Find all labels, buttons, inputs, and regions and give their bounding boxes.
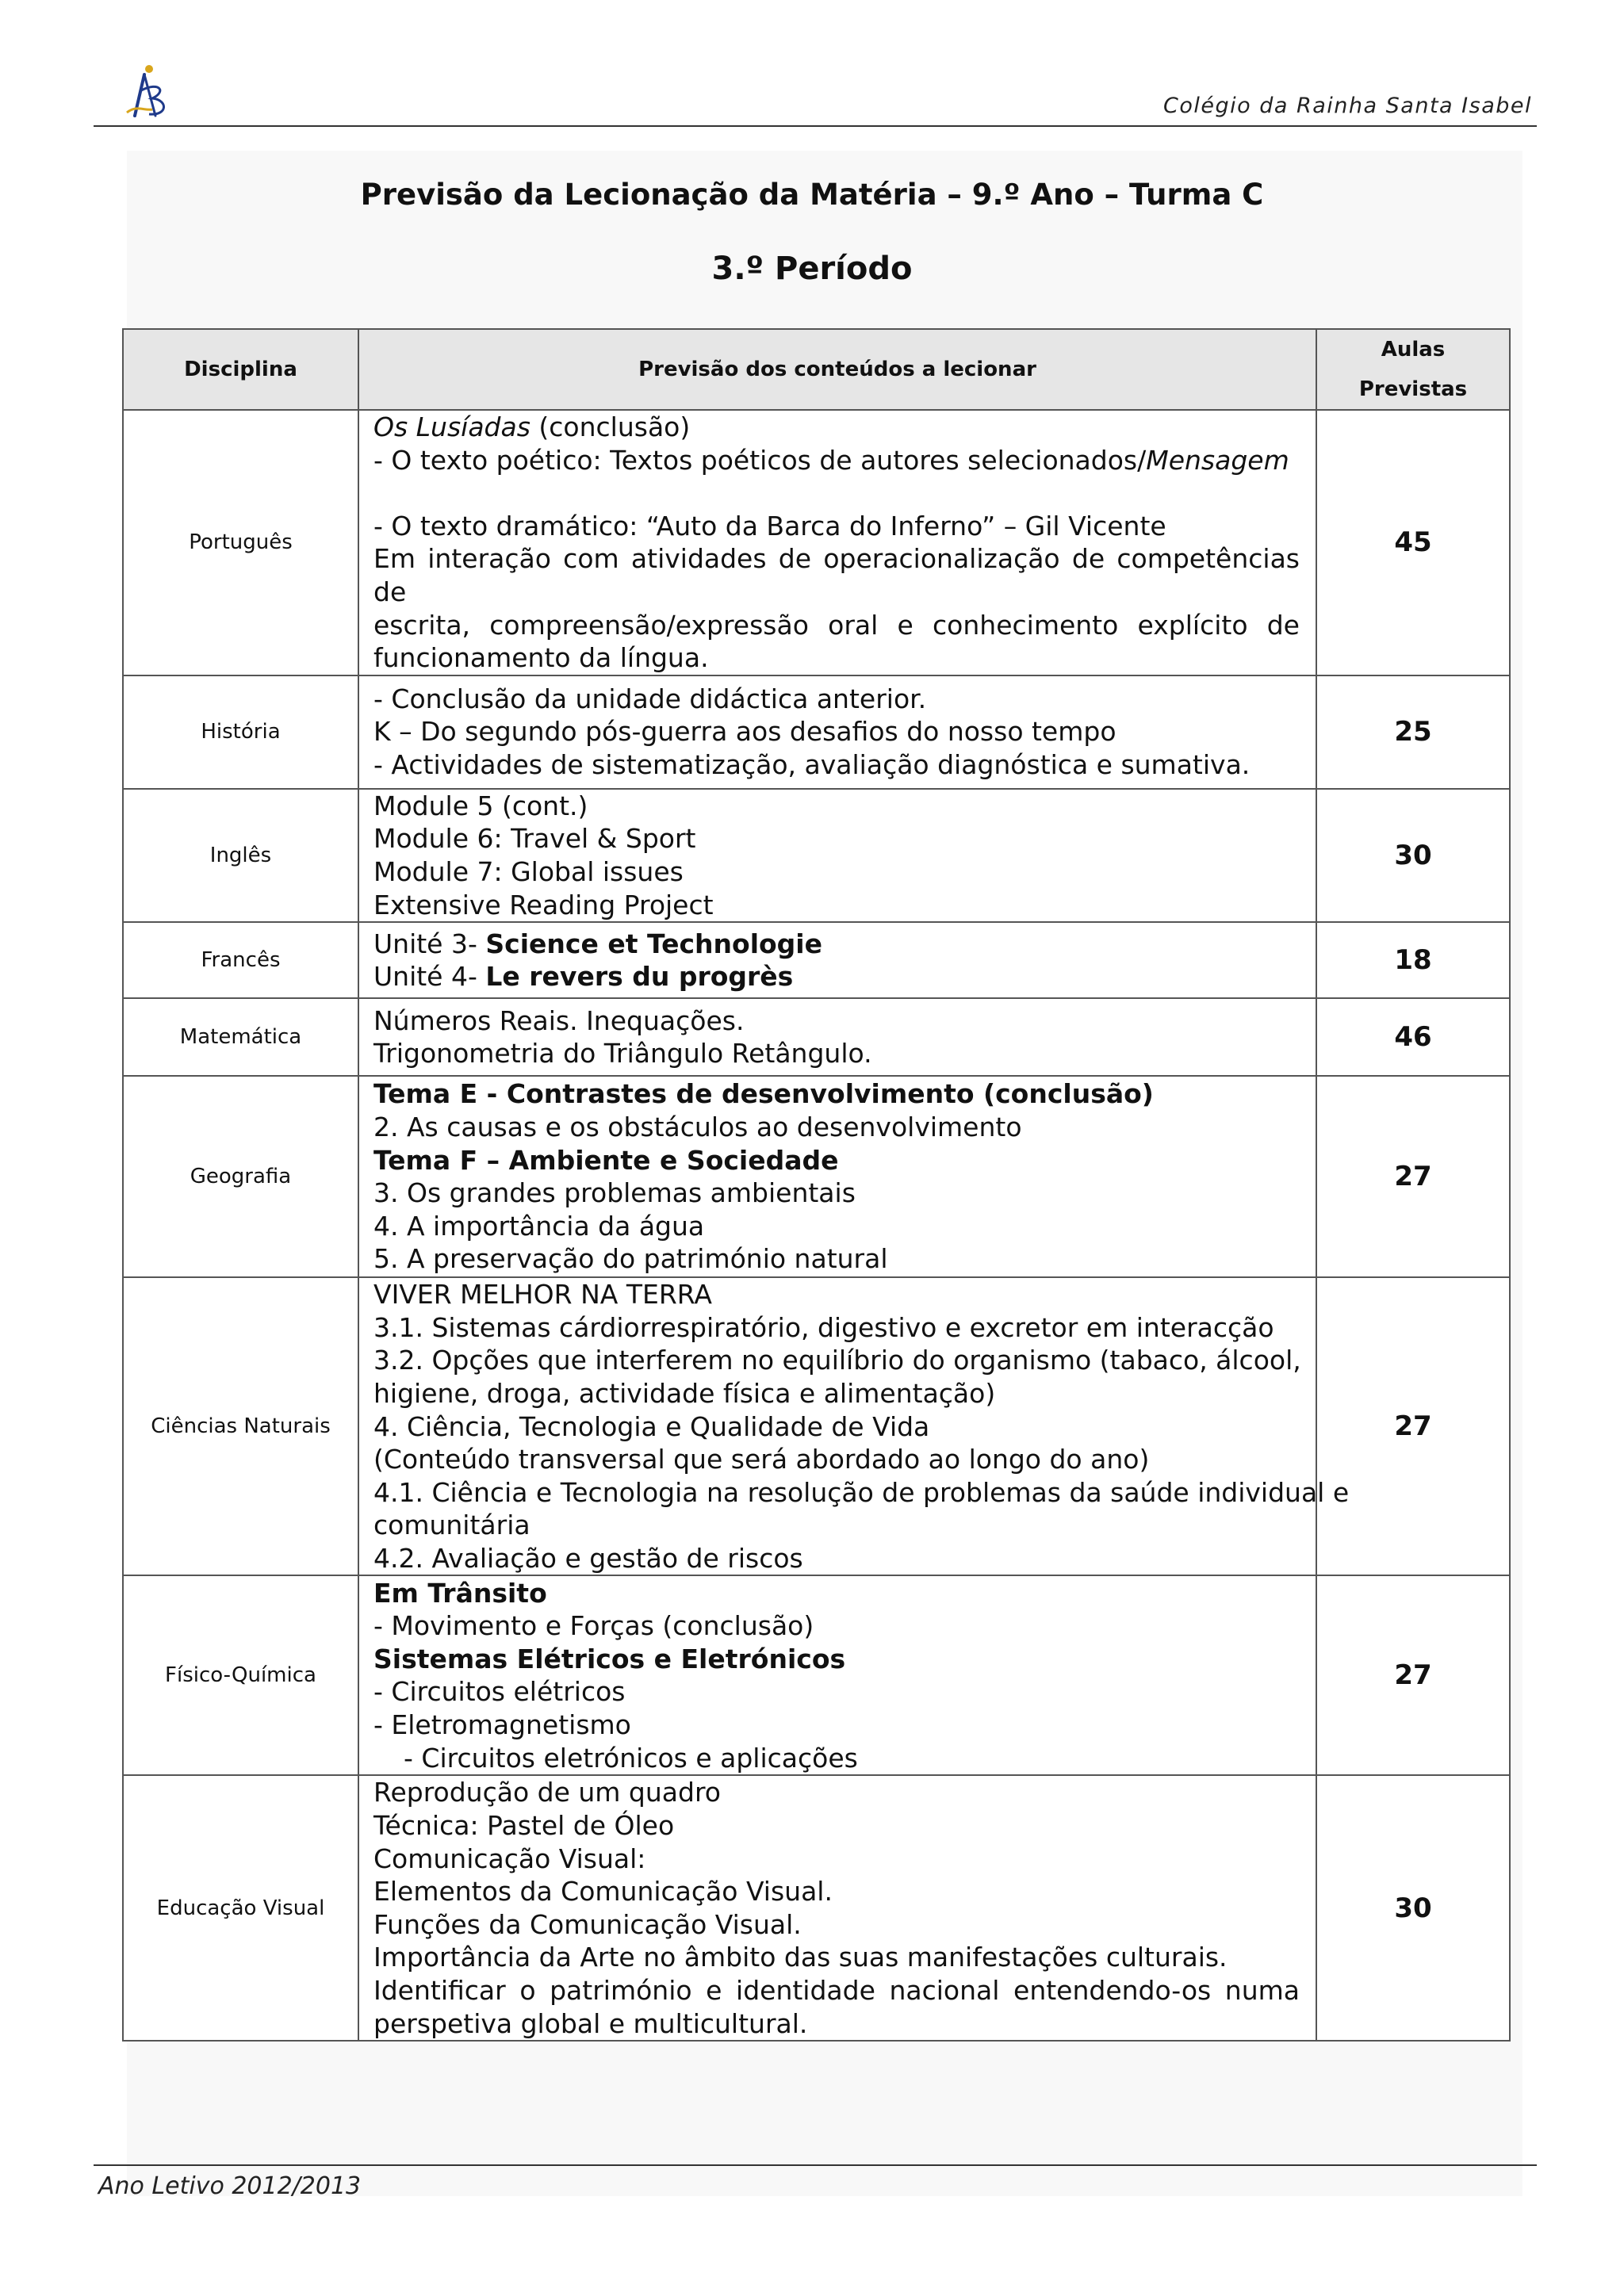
content-cell bbox=[358, 998, 1316, 1076]
content-line: perspetiva global e multicultural. bbox=[373, 2007, 808, 2039]
content-line: 5. A preservação do património natural bbox=[373, 1243, 888, 1275]
table-row-fisico-quimica bbox=[123, 1575, 1510, 1775]
subject-cell: Francês bbox=[123, 922, 358, 998]
subject-cell: Educação Visual bbox=[123, 1775, 358, 2041]
header-lessons-line2: Previstas bbox=[1358, 377, 1468, 401]
blank-line bbox=[373, 476, 1300, 510]
table-row-educacao-visual bbox=[123, 1775, 1510, 2041]
table-row-frances bbox=[123, 922, 1510, 998]
content-text: - O texto poético: Textos poéticos de autores selecionados/ bbox=[373, 444, 1147, 476]
subject-cell: Ciências Naturais bbox=[123, 1277, 358, 1575]
content-line: Números Reais. Inequações. bbox=[373, 1004, 745, 1036]
content-line bbox=[373, 960, 1300, 993]
content-line: Elementos da Comunicação Visual. bbox=[373, 1876, 833, 1908]
header-lessons bbox=[1316, 329, 1510, 410]
subject-cell: Português bbox=[123, 410, 358, 675]
content-cell bbox=[358, 1575, 1316, 1775]
content-line: 4. A importância da água bbox=[373, 1210, 705, 1242]
lessons-cell: 25 bbox=[1316, 675, 1510, 789]
content-line: comunitária bbox=[373, 1510, 530, 1541]
theme-heading: Tema F – Ambiente e Sociedade bbox=[373, 1144, 839, 1176]
content-line: escrita, compreensão/expressão oral e conhecimento explícito de bbox=[373, 609, 1300, 641]
table-row-portugues bbox=[123, 410, 1510, 675]
content-line: - Conclusão da unidade didáctica anterior. bbox=[373, 683, 927, 714]
lessons-cell: 30 bbox=[1316, 1775, 1510, 2041]
subject-cell: Físico-Química bbox=[123, 1575, 358, 1775]
content-line: 3. Os grandes problemas ambientais bbox=[373, 1177, 856, 1209]
content-line bbox=[373, 444, 1300, 477]
content-line: Identificar o património e identidade nacional entendendo-os numa bbox=[373, 1975, 1300, 2007]
header-subject: Disciplina bbox=[123, 329, 358, 410]
header-lessons-line1: Aulas bbox=[1381, 338, 1446, 362]
content-cell bbox=[358, 1775, 1316, 2041]
period-title: 3.º Período bbox=[711, 251, 913, 287]
school-name: Colégio da Rainha Santa Isabel bbox=[1163, 94, 1532, 118]
table-header-row bbox=[123, 329, 1510, 410]
theme-heading: Sistemas Elétricos e Eletrónicos bbox=[373, 1643, 846, 1674]
content-line: - Circuitos eletrónicos e aplicações bbox=[404, 1742, 858, 1774]
school-logo-icon bbox=[121, 63, 176, 121]
subject-cell: História bbox=[123, 675, 358, 789]
content-line: - Circuitos elétricos bbox=[373, 1676, 626, 1708]
table-row-ciencias-naturais bbox=[123, 1277, 1510, 1575]
content-line: 4. Ciência, Tecnologia e Qualidade de Vida bbox=[373, 1410, 930, 1442]
header-content: Previsão dos conteúdos a lecionar bbox=[358, 329, 1316, 410]
content-line: 4.2. Avaliação e gestão de riscos bbox=[373, 1542, 803, 1574]
content-line: Em interação com atividades de operacionalização de competências de bbox=[373, 543, 1300, 607]
header-divider bbox=[94, 125, 1537, 127]
content-text: Unité 3- bbox=[373, 928, 486, 959]
document-title: Previsão da Lecionação da Matéria – 9.º Ano – Turma C bbox=[360, 178, 1264, 212]
content-cell bbox=[358, 1277, 1350, 1575]
table-row-historia bbox=[123, 675, 1510, 789]
subject-cell: Inglês bbox=[123, 789, 358, 922]
lessons-cell: 45 bbox=[1316, 410, 1510, 675]
content-cell bbox=[358, 789, 1316, 922]
content-line: Module 5 (cont.) bbox=[373, 790, 588, 821]
content-line: Trigonometria do Triângulo Retângulo. bbox=[373, 1038, 872, 1070]
subject-cell: Matemática bbox=[123, 998, 358, 1076]
content-line: 3.2. Opções que interferem no equilíbrio do organismo (tabaco, álcool, bbox=[373, 1345, 1301, 1376]
work-title: Mensagem bbox=[1146, 444, 1289, 476]
content-line: Funções da Comunicação Visual. bbox=[373, 1908, 802, 1940]
content-line: 4.1. Ciência e Tecnologia na resolução de problemas da saúde individual e bbox=[373, 1476, 1350, 1508]
work-title: Os Lusíadas bbox=[373, 411, 530, 442]
table-row-matematica bbox=[123, 998, 1510, 1076]
content-line: higiene, droga, actividade física e alimentação) bbox=[373, 1377, 996, 1409]
content-cell bbox=[358, 1076, 1316, 1277]
content-line bbox=[373, 411, 1300, 444]
lessons-cell: 27 bbox=[1316, 1575, 1510, 1775]
lessons-cell: 18 bbox=[1316, 922, 1510, 998]
content-line: 3.1. Sistemas cárdiorrespiratório, digestivo e excretor em interacção bbox=[373, 1311, 1274, 1343]
theme-heading: Em Trânsito bbox=[373, 1577, 547, 1609]
content-cell bbox=[358, 675, 1316, 789]
footer-divider bbox=[94, 2164, 1537, 2166]
table-row-ingles bbox=[123, 789, 1510, 922]
content-line: - O texto dramático: “Auto da Barca do Inferno” – Gil Vicente bbox=[373, 510, 1166, 541]
content-line: - Eletromagnetismo bbox=[373, 1709, 631, 1741]
lessons-cell: 46 bbox=[1316, 998, 1510, 1076]
unit-title: Science et Technologie bbox=[485, 928, 822, 959]
content-line: VIVER MELHOR NA TERRA bbox=[373, 1279, 712, 1311]
unit-title: Le revers du progrès bbox=[485, 961, 794, 993]
content-line bbox=[373, 928, 1300, 961]
content-line: Técnica: Pastel de Óleo bbox=[373, 1810, 675, 1842]
content-line: 2. As causas e os obstáculos ao desenvolvimento bbox=[373, 1111, 1022, 1142]
lessons-cell: 30 bbox=[1316, 789, 1510, 922]
theme-heading: Tema E - Contrastes de desenvolvimento (conclusão) bbox=[373, 1078, 1154, 1110]
content-line: Module 7: Global issues bbox=[373, 855, 684, 887]
content-line: Module 6: Travel & Sport bbox=[373, 823, 696, 855]
lessons-cell: 27 bbox=[1316, 1076, 1510, 1277]
content-line: funcionamento da língua. bbox=[373, 642, 709, 674]
lessons-cell: 27 bbox=[1316, 1277, 1510, 1575]
content-text: (conclusão) bbox=[530, 411, 691, 442]
content-line: Extensive Reading Project bbox=[373, 889, 714, 920]
content-line: - Actividades de sistematização, avaliação diagnóstica e sumativa. bbox=[373, 749, 1251, 781]
lesson-plan-table bbox=[122, 328, 1511, 2042]
content-line: (Conteúdo transversal que será abordado ao longo do ano) bbox=[373, 1444, 1150, 1475]
content-cell bbox=[358, 922, 1316, 998]
content-line: Reprodução de um quadro bbox=[373, 1777, 721, 1808]
content-cell bbox=[358, 410, 1316, 675]
table-row-geografia bbox=[123, 1076, 1510, 1277]
content-line: Importância da Arte no âmbito das suas manifestações culturais. bbox=[373, 1942, 1228, 1973]
content-line: - Movimento e Forças (conclusão) bbox=[373, 1610, 814, 1642]
school-year: Ano Letivo 2012/2013 bbox=[98, 2172, 362, 2200]
content-line: Comunicação Visual: bbox=[373, 1843, 646, 1874]
subject-cell: Geografia bbox=[123, 1076, 358, 1277]
content-text: Unité 4- bbox=[373, 961, 486, 993]
content-line: K – Do segundo pós-guerra aos desafios do nosso tempo bbox=[373, 716, 1116, 748]
